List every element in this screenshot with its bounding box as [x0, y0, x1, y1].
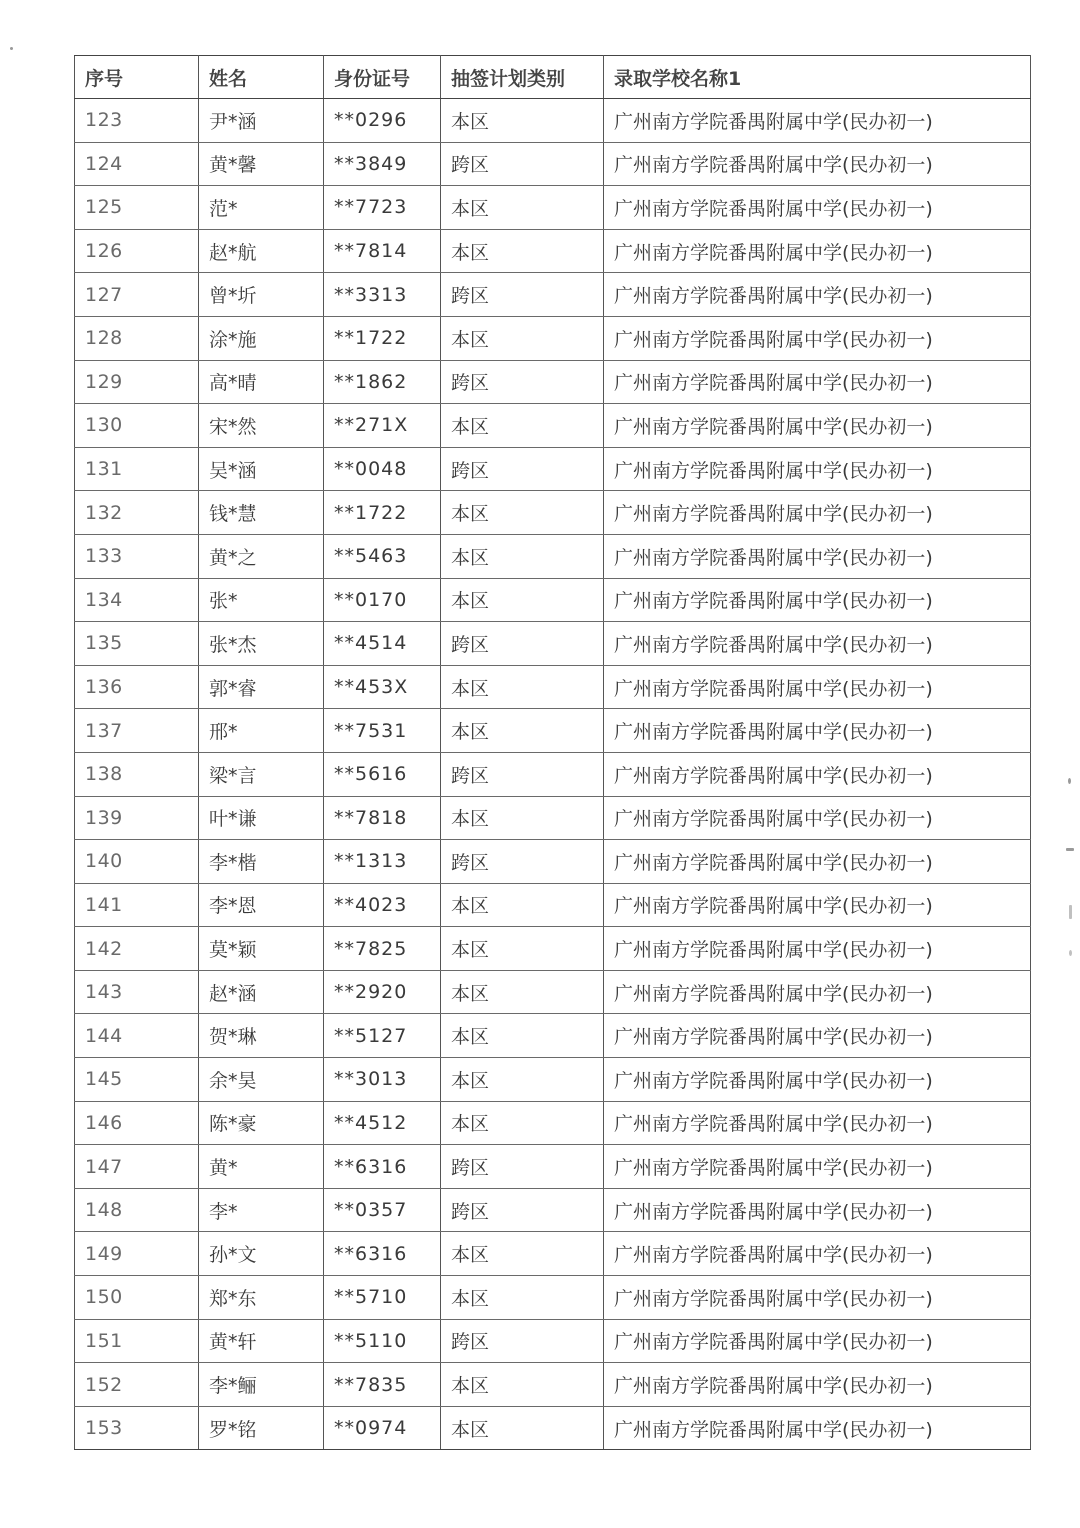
cell-seq: 130: [75, 404, 199, 448]
cell-name: 罗*铭: [199, 1406, 324, 1450]
cell-type: 本区: [441, 665, 604, 709]
cell-name: 梁*言: [199, 752, 324, 796]
cell-school: 广州南方学院番禺附属中学(民办初一): [604, 1145, 1031, 1189]
cell-seq: 136: [75, 665, 199, 709]
cell-school: 广州南方学院番禺附属中学(民办初一): [604, 1406, 1031, 1450]
cell-id: **0357: [324, 1188, 441, 1232]
cell-name: 赵*涵: [199, 970, 324, 1014]
table-row: [75, 1406, 1031, 1450]
cell-name: 邢*: [199, 709, 324, 753]
cell-id: **4023: [324, 883, 441, 927]
cell-type: 跨区: [441, 273, 604, 317]
cell-id: **1862: [324, 360, 441, 404]
table-row: [75, 534, 1031, 578]
cell-id: **7531: [324, 709, 441, 753]
table-row: [75, 927, 1031, 971]
cell-id: **0170: [324, 578, 441, 622]
table-row: [75, 1276, 1031, 1320]
cell-school: 广州南方学院番禺附属中学(民办初一): [604, 491, 1031, 535]
cell-name: 张*杰: [199, 622, 324, 666]
cell-id: **7825: [324, 927, 441, 971]
cell-school: 广州南方学院番禺附属中学(民办初一): [604, 1058, 1031, 1102]
cell-type: 本区: [441, 534, 604, 578]
cell-id: **6316: [324, 1145, 441, 1189]
cell-id: **6316: [324, 1232, 441, 1276]
header-name: 姓名: [199, 56, 324, 99]
cell-type: 本区: [441, 927, 604, 971]
cell-school: 广州南方学院番禺附属中学(民办初一): [604, 273, 1031, 317]
table-row: [75, 186, 1031, 230]
cell-school: 广州南方学院番禺附属中学(民办初一): [604, 229, 1031, 273]
table-row: [75, 883, 1031, 927]
cell-id: **7818: [324, 796, 441, 840]
scan-speck: [1068, 778, 1071, 784]
cell-school: 广州南方学院番禺附属中学(民办初一): [604, 796, 1031, 840]
cell-name: 莫*颖: [199, 927, 324, 971]
cell-name: 叶*谦: [199, 796, 324, 840]
cell-seq: 124: [75, 142, 199, 186]
cell-school: 广州南方学院番禺附属中学(民办初一): [604, 99, 1031, 143]
cell-seq: 123: [75, 99, 199, 143]
cell-id: **5127: [324, 1014, 441, 1058]
cell-type: 本区: [441, 229, 604, 273]
header-id: 身份证号: [324, 56, 441, 99]
cell-name: 涂*施: [199, 316, 324, 360]
scan-speck: [1069, 950, 1072, 956]
cell-type: 跨区: [441, 1145, 604, 1189]
cell-id: **3849: [324, 142, 441, 186]
cell-id: **2920: [324, 970, 441, 1014]
cell-name: 张*: [199, 578, 324, 622]
cell-seq: 149: [75, 1232, 199, 1276]
table-row: [75, 1232, 1031, 1276]
scan-speck: [1066, 848, 1074, 851]
table-row: [75, 229, 1031, 273]
cell-id: **0048: [324, 447, 441, 491]
cell-seq: 140: [75, 840, 199, 884]
cell-name: 余*昊: [199, 1058, 324, 1102]
cell-seq: 135: [75, 622, 199, 666]
cell-name: 曾*圻: [199, 273, 324, 317]
cell-school: 广州南方学院番禺附属中学(民办初一): [604, 970, 1031, 1014]
header-seq: 序号: [75, 56, 199, 99]
cell-id: **3013: [324, 1058, 441, 1102]
cell-id: **5710: [324, 1276, 441, 1320]
cell-type: 本区: [441, 1276, 604, 1320]
cell-seq: 145: [75, 1058, 199, 1102]
table-row: [75, 142, 1031, 186]
cell-seq: 148: [75, 1188, 199, 1232]
cell-type: 本区: [441, 883, 604, 927]
header-school: 录取学校名称1: [604, 56, 1031, 99]
cell-school: 广州南方学院番禺附属中学(民办初一): [604, 1101, 1031, 1145]
table-row: [75, 273, 1031, 317]
cell-id: **1313: [324, 840, 441, 884]
table-row: [75, 665, 1031, 709]
cell-seq: 152: [75, 1363, 199, 1407]
cell-school: 广州南方学院番禺附属中学(民办初一): [604, 1188, 1031, 1232]
table-row: [75, 840, 1031, 884]
scan-speck: [10, 47, 13, 50]
cell-seq: 131: [75, 447, 199, 491]
cell-name: 李*: [199, 1188, 324, 1232]
cell-id: **5463: [324, 534, 441, 578]
cell-seq: 139: [75, 796, 199, 840]
cell-seq: 128: [75, 316, 199, 360]
cell-id: **453X: [324, 665, 441, 709]
cell-name: 尹*涵: [199, 99, 324, 143]
cell-school: 广州南方学院番禺附属中学(民办初一): [604, 709, 1031, 753]
cell-seq: 125: [75, 186, 199, 230]
cell-id: **3313: [324, 273, 441, 317]
cell-seq: 138: [75, 752, 199, 796]
cell-name: 郑*东: [199, 1276, 324, 1320]
cell-type: 跨区: [441, 360, 604, 404]
cell-school: 广州南方学院番禺附属中学(民办初一): [604, 404, 1031, 448]
cell-id: **1722: [324, 491, 441, 535]
cell-id: **4512: [324, 1101, 441, 1145]
cell-school: 广州南方学院番禺附属中学(民办初一): [604, 360, 1031, 404]
table-row: [75, 360, 1031, 404]
cell-school: 广州南方学院番禺附属中学(民办初一): [604, 186, 1031, 230]
table-row: [75, 1014, 1031, 1058]
cell-type: 本区: [441, 1058, 604, 1102]
table-body: [75, 99, 1031, 1450]
cell-name: 孙*文: [199, 1232, 324, 1276]
cell-type: 本区: [441, 186, 604, 230]
cell-type: 本区: [441, 491, 604, 535]
table-header: [75, 56, 1031, 99]
cell-school: 广州南方学院番禺附属中学(民办初一): [604, 665, 1031, 709]
cell-school: 广州南方学院番禺附属中学(民办初一): [604, 142, 1031, 186]
table-row: [75, 752, 1031, 796]
cell-type: 本区: [441, 99, 604, 143]
cell-seq: 141: [75, 883, 199, 927]
cell-school: 广州南方学院番禺附属中学(民办初一): [604, 1276, 1031, 1320]
table-row: [75, 796, 1031, 840]
table-row: [75, 99, 1031, 143]
cell-type: 本区: [441, 578, 604, 622]
cell-type: 跨区: [441, 447, 604, 491]
cell-type: 本区: [441, 1232, 604, 1276]
cell-type: 跨区: [441, 622, 604, 666]
cell-name: 钱*慧: [199, 491, 324, 535]
cell-seq: 137: [75, 709, 199, 753]
table-row: [75, 1319, 1031, 1363]
cell-name: 宋*然: [199, 404, 324, 448]
cell-id: **1722: [324, 316, 441, 360]
cell-seq: 144: [75, 1014, 199, 1058]
table-row: [75, 1363, 1031, 1407]
cell-name: 黄*轩: [199, 1319, 324, 1363]
cell-id: **7814: [324, 229, 441, 273]
cell-type: 跨区: [441, 1319, 604, 1363]
cell-school: 广州南方学院番禺附属中学(民办初一): [604, 1014, 1031, 1058]
cell-school: 广州南方学院番禺附属中学(民办初一): [604, 1232, 1031, 1276]
cell-type: 跨区: [441, 752, 604, 796]
cell-school: 广州南方学院番禺附属中学(民办初一): [604, 883, 1031, 927]
cell-id: **0974: [324, 1406, 441, 1450]
table-row: [75, 970, 1031, 1014]
cell-school: 广州南方学院番禺附属中学(民办初一): [604, 1363, 1031, 1407]
cell-name: 黄*: [199, 1145, 324, 1189]
cell-type: 本区: [441, 404, 604, 448]
cell-seq: 147: [75, 1145, 199, 1189]
table-row: [75, 1058, 1031, 1102]
table-row: [75, 1145, 1031, 1189]
cell-school: 广州南方学院番禺附属中学(民办初一): [604, 752, 1031, 796]
cell-seq: 126: [75, 229, 199, 273]
cell-type: 本区: [441, 796, 604, 840]
header-row: [75, 56, 1031, 99]
cell-type: 本区: [441, 316, 604, 360]
table-row: [75, 578, 1031, 622]
cell-id: **5616: [324, 752, 441, 796]
cell-type: 本区: [441, 970, 604, 1014]
cell-id: **4514: [324, 622, 441, 666]
cell-type: 跨区: [441, 1188, 604, 1232]
cell-type: 跨区: [441, 142, 604, 186]
cell-name: 陈*豪: [199, 1101, 324, 1145]
cell-type: 本区: [441, 1406, 604, 1450]
cell-seq: 151: [75, 1319, 199, 1363]
cell-name: 贺*琳: [199, 1014, 324, 1058]
cell-name: 吴*涵: [199, 447, 324, 491]
cell-type: 本区: [441, 1363, 604, 1407]
cell-name: 李*楷: [199, 840, 324, 884]
cell-seq: 133: [75, 534, 199, 578]
cell-id: **7835: [324, 1363, 441, 1407]
table-row: [75, 1101, 1031, 1145]
cell-seq: 142: [75, 927, 199, 971]
scan-speck: [1069, 905, 1072, 919]
cell-type: 本区: [441, 1014, 604, 1058]
table-row: [75, 1188, 1031, 1232]
cell-type: 跨区: [441, 840, 604, 884]
cell-name: 高*晴: [199, 360, 324, 404]
cell-seq: 129: [75, 360, 199, 404]
cell-name: 李*鲡: [199, 1363, 324, 1407]
cell-school: 广州南方学院番禺附属中学(民办初一): [604, 1319, 1031, 1363]
table-row: [75, 491, 1031, 535]
cell-name: 郭*睿: [199, 665, 324, 709]
table-row: [75, 447, 1031, 491]
table-row: [75, 316, 1031, 360]
cell-name: 赵*航: [199, 229, 324, 273]
cell-name: 黄*馨: [199, 142, 324, 186]
cell-school: 广州南方学院番禺附属中学(民办初一): [604, 927, 1031, 971]
cell-name: 黄*之: [199, 534, 324, 578]
cell-school: 广州南方学院番禺附属中学(民办初一): [604, 578, 1031, 622]
cell-type: 本区: [441, 1101, 604, 1145]
cell-name: 李*恩: [199, 883, 324, 927]
cell-school: 广州南方学院番禺附属中学(民办初一): [604, 316, 1031, 360]
cell-id: **271X: [324, 404, 441, 448]
cell-name: 范*: [199, 186, 324, 230]
cell-school: 广州南方学院番禺附属中学(民办初一): [604, 534, 1031, 578]
table-row: [75, 622, 1031, 666]
cell-id: **0296: [324, 99, 441, 143]
cell-id: **5110: [324, 1319, 441, 1363]
cell-seq: 132: [75, 491, 199, 535]
cell-seq: 127: [75, 273, 199, 317]
header-type: 抽签计划类别: [441, 56, 604, 99]
cell-seq: 153: [75, 1406, 199, 1450]
cell-school: 广州南方学院番禺附属中学(民办初一): [604, 840, 1031, 884]
admission-list-sheet: [74, 55, 1030, 1450]
cell-seq: 134: [75, 578, 199, 622]
cell-id: **7723: [324, 186, 441, 230]
cell-seq: 143: [75, 970, 199, 1014]
cell-seq: 146: [75, 1101, 199, 1145]
cell-school: 广州南方学院番禺附属中学(民办初一): [604, 447, 1031, 491]
table-row: [75, 709, 1031, 753]
table-row: [75, 404, 1031, 448]
admission-table: [74, 55, 1031, 1450]
cell-seq: 150: [75, 1276, 199, 1320]
cell-type: 本区: [441, 709, 604, 753]
cell-school: 广州南方学院番禺附属中学(民办初一): [604, 622, 1031, 666]
